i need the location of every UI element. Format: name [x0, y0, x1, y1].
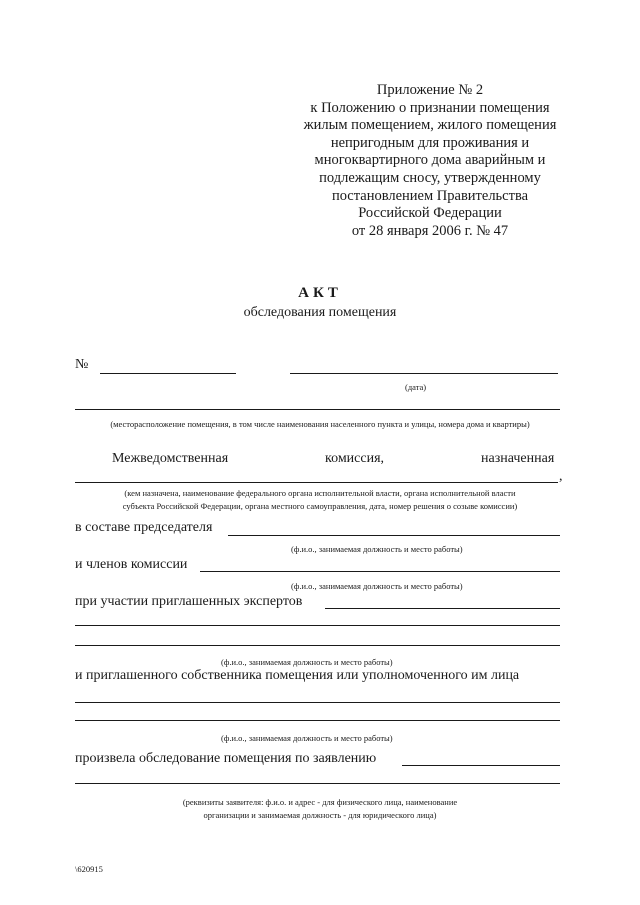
date-field[interactable]: [290, 373, 558, 374]
owner-field-1[interactable]: [75, 702, 560, 703]
appointed-caption-1: (кем назначена, наименование федерального органа исполнительной власти, органа исполнительной власти: [124, 488, 516, 498]
experts-caption: (ф.и.о., занимаемая должность и место работы): [221, 657, 393, 667]
members-caption: (ф.и.о., занимаемая должность и место работы): [291, 581, 463, 591]
comma: ,: [559, 469, 563, 484]
appendix-line: подлежащим сносу, утвержденному: [319, 169, 541, 186]
applicant-caption-1: (реквизиты заявителя: ф.и.о. и адрес - для физического лица, наименование: [182, 797, 458, 807]
owner-caption: (ф.и.о., занимаемая должность и место работы): [221, 733, 393, 743]
act-subtitle: обследования помещения: [243, 305, 397, 320]
commission-word-2: комиссия,: [325, 451, 385, 466]
act-title: АКТ: [298, 285, 342, 301]
owner-label: и приглашенного собственника помещения или уполномоченного им лица: [75, 668, 520, 683]
chairman-label: в составе председателя: [75, 520, 213, 535]
appendix-line: от 28 января 2006 г. № 47: [351, 222, 509, 239]
appendix-line: многоквартирного дома аварийным и: [314, 152, 546, 169]
appointed-caption-2: субъекта Российской Федерации, органа местного самоуправления, дата, номер решения о созыве комиссии): [122, 501, 518, 511]
inspection-label: произвела обследование помещения по заявлению: [75, 751, 377, 766]
appointed-field[interactable]: [75, 482, 558, 483]
commission-word-3: назначенная: [481, 451, 555, 466]
appendix-line: Российской Федерации: [358, 205, 502, 222]
experts-field-2[interactable]: [75, 625, 560, 626]
location-field[interactable]: [75, 409, 560, 410]
commission-word-1: Межведомственная: [112, 451, 229, 466]
applicant-caption-2: организации и занимаемая должность - для юридического лица): [203, 810, 437, 820]
experts-label: при участии приглашенных экспертов: [75, 594, 303, 609]
appendix-line: Приложение № 2: [376, 82, 484, 98]
document-code: \620915: [75, 864, 103, 874]
chairman-caption: (ф.и.о., занимаемая должность и место работы): [291, 544, 463, 554]
appendix-line: жилым помещением, жилого помещения: [303, 117, 557, 134]
experts-field-1[interactable]: [325, 608, 560, 609]
appendix-line: постановлением Правительства: [331, 187, 529, 204]
appendix-header: [260, 82, 600, 240]
date-caption: (дата): [405, 382, 427, 392]
appendix-line: непригодным для проживания и: [330, 134, 530, 151]
experts-field-3[interactable]: [75, 645, 560, 646]
appendix-line: к Положению о признании помещения: [310, 99, 550, 116]
owner-field-2[interactable]: [75, 720, 560, 721]
number-field[interactable]: [100, 373, 236, 374]
location-caption: (месторасположение помещения, в том числе наименования населенного пункта и улицы, номера дома и квартиры): [110, 419, 530, 429]
number-label: №: [75, 357, 89, 372]
application-field-2[interactable]: [75, 783, 560, 784]
members-label: и членов комиссии: [75, 557, 188, 572]
members-field[interactable]: [200, 571, 560, 572]
chairman-field[interactable]: [228, 535, 560, 536]
application-field-1[interactable]: [402, 765, 560, 766]
